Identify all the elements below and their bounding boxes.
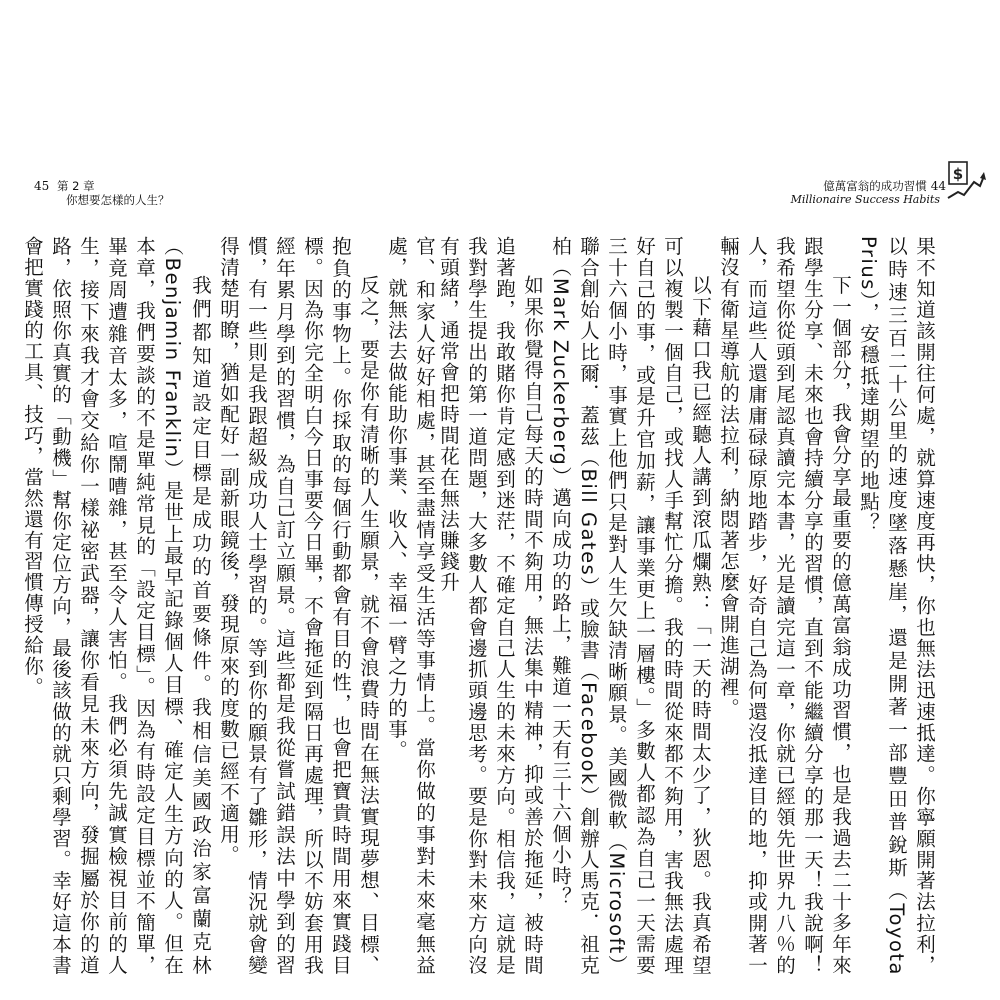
right-body-text [437,236,938,976]
dollar-chart-icon [946,158,986,202]
left-page-number: 45 [34,179,50,193]
paragraph: 官、和家人好好相處，甚至盡情享受生活等事情上。當你做的事對未來毫無益處，就無法去做能助你事業、收入、幸福一臂之力的事。 [385,236,436,976]
book-title-english: Millionaire Success Habits [790,193,940,206]
paragraph: 我們都知道設定目標是成功的首要條件。我相信美國政治家富蘭克林（Benjamin Franklin）是世上最早記錄個人目標、確定人生方向的人。但在本章，我們要談的不是單純常見的「設定目標」。因為有時設定目標並不簡單，畢竟周遭雜音太多，喧鬧嘈雜，甚至令人害怕。我們必須先誠實檢視目前的人生，接下來我才會交給你一樣祕密武器，讓你看見未來方向，發掘屬於你的道路，依照你真實的「動機」幫你定位方向，最後該做的就只剩學習。幸好這本書會把實踐的工具、技巧，當然還有習慣傳授給你。 [21,236,212,976]
right-page-number: 44 [930,179,946,193]
left-running-header [34,179,170,207]
book-title: 億萬富翁的成功習慣 [823,179,927,193]
paragraph: 如果你覺得自己每天的時間不夠用，無法集中精神，抑或善於拖延，被時間追著跑，我敢賭你肯定感到迷茫，不確定自己人生的未來方向。相信我，這就是我對學生提出的第一道問題，大多數人都會邊抓頭邊思考。要是你對未來方向沒有頭緒，通常會把時間花在無法賺錢升 [437,236,544,976]
chapter-number: 第 2 章 [56,179,95,193]
svg-text:$: $ [952,165,964,183]
right-running-header [791,179,946,207]
chapter-title: 你想要怎樣的人生？ [66,193,170,207]
left-body-text [21,236,438,976]
paragraph: 反之，要是你有清晰的人生願景，就不會浪費時間在無法實現夢想、目標、抱負的事物上。你採取的每個行動都會有目的性，也會把寶貴時間用來實踐目標。因為你完全明白今日事要今日畢，不會拖延到隔日再處理，所以不妨套用我經年累月學到的習慣，為自己訂立願景。這些都是我從嘗試錯誤法中學到的習慣，有一些則是我跟超級成功人士學習的。等到你的願景有了雛形，情況就會變得清楚明瞭，猶如配好一副新眼鏡後，發現原來的度數已經不適用。 [217,236,380,976]
paragraph: 果不知道該開往何處，就算速度再快，你也無法迅速抵達。你寧願開著法拉利，以時速三百二十公里的速度墜落懸崖，還是開著一部豐田普銳斯（Toyota Prius），安穩抵達期望的地點？ [857,236,936,976]
paragraph: 下一個部分，我會分享最重要的億萬富翁成功習慣，也是我過去二十多年來跟學生分享、未來也會持續分享的習慣，直到不能繼續分享的那一天！我說啊！我希望你從頭到尾認真讀完本書，光是讀完這一章，你就已經領先世界九八％的人，而這些人還庸庸碌碌原地踏步，好奇自己為何還沒抵達目的地，抑或開著一輛沒有衛星導航的法拉利，納悶著怎麼會開進湖裡。 [717,236,852,976]
right-page [437,0,1000,1000]
paragraph: 以下藉口我已經聽人講到滾瓜爛熟：「一天的時間太少了，狄恩。我真希望可以複製一個自己，或找人手幫忙分擔。我的時間從來都不夠用，害我無法處理好自己的事，或是升官加薪，讓事業更上一層樓。」多數人都認為自己一天需要三十六個小時，事實上他們只是對人生欠缺清晰願景。美國微軟（Microsoft）聯合創始人比爾．蓋茲（Bill Gates）或臉書（Facebook）創辦人馬克．祖克柏（Mark Zuckerberg）邁向成功的路上，難道一天有三十六個小時？ [549,236,712,976]
